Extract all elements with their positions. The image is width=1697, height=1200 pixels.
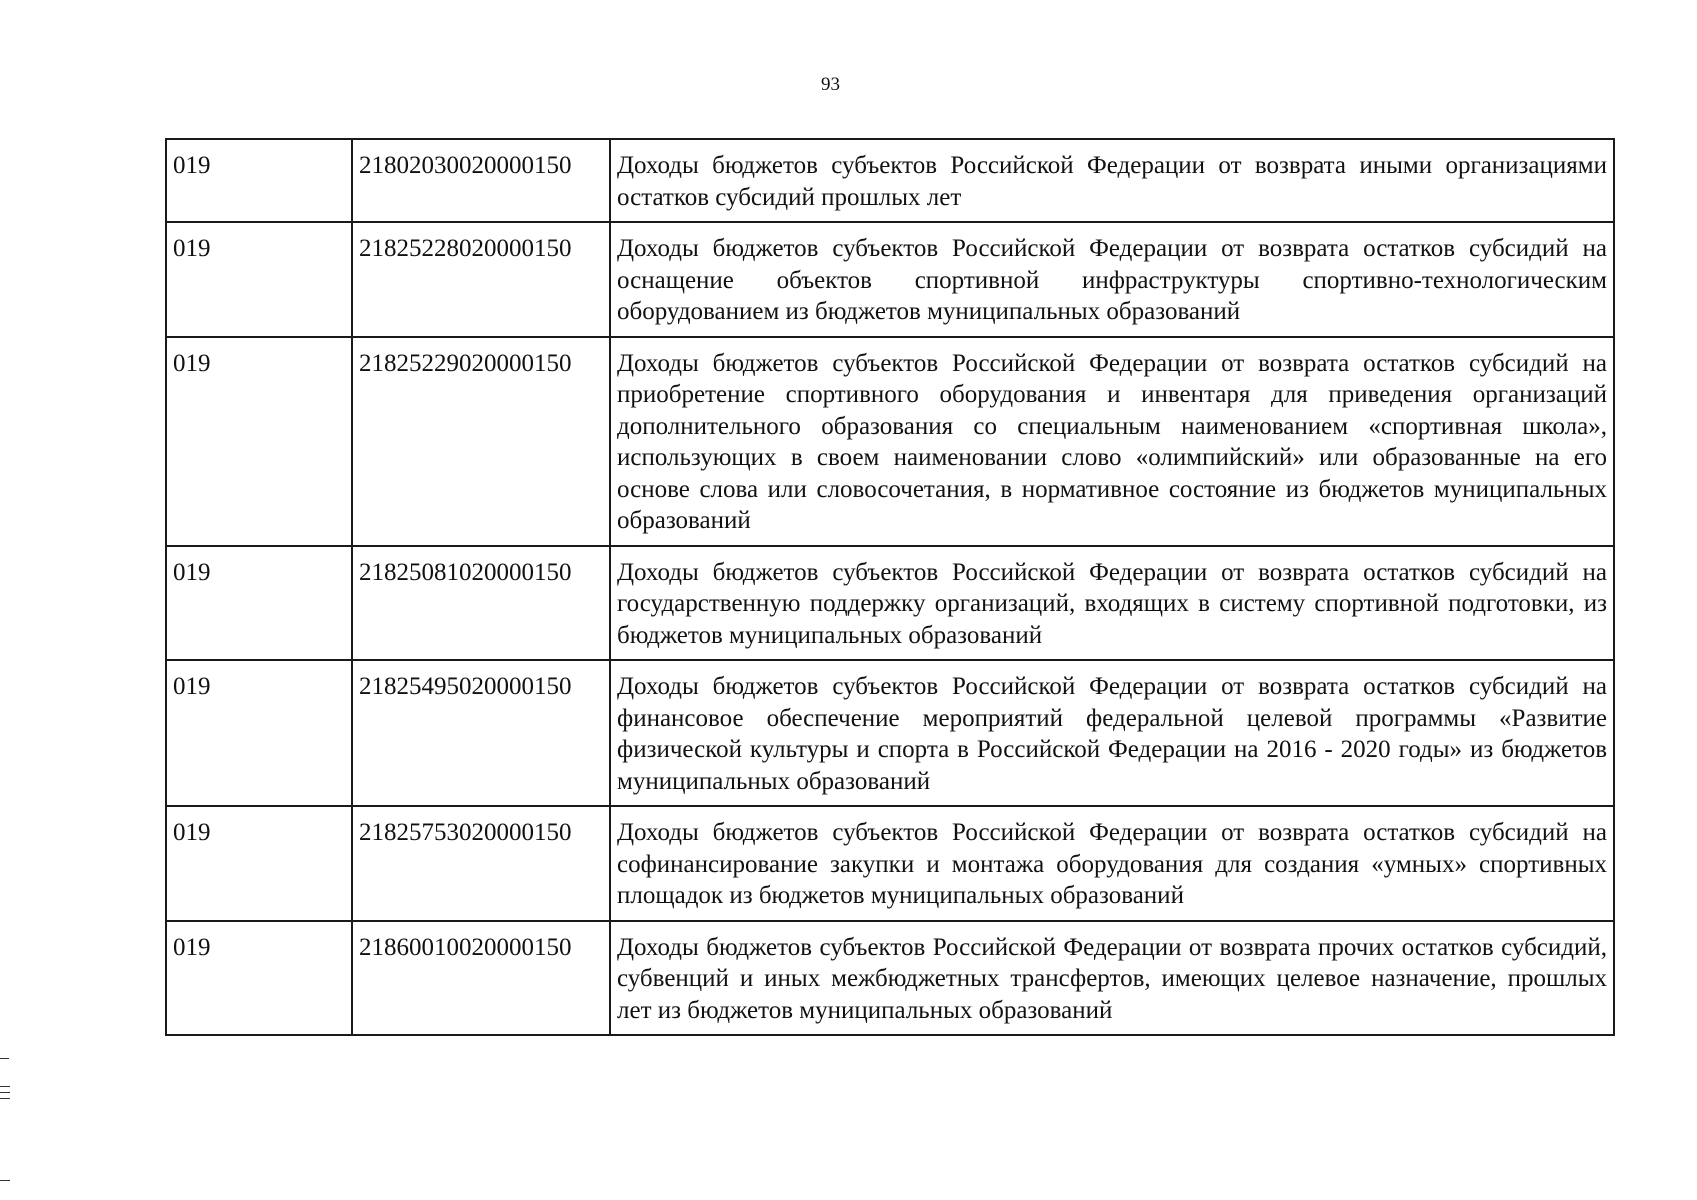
description-cell: Доходы бюджетов субъектов Российской Федерации от возврата остатков субсидий на приобретение спортивного оборудования и инвентаря для приведения организаций дополнительного образования со специальным наименованием «спортивная школа», использующих в своем наименовании слово «олимпийский» или образованные на его основе слова или словосочетания, в нормативное состояние из бюджетов муниципальных образований (610, 337, 1614, 546)
budget-code-cell: 21802030020000150 (352, 139, 610, 222)
admin-code-cell: 019 (166, 806, 352, 921)
table-row (166, 222, 1614, 337)
budget-code-cell: 21860010020000150 (352, 921, 610, 1036)
description-cell: Доходы бюджетов субъектов Российской Федерации от возврата остатков субсидий на государственную поддержку организаций, входящих в систему спортивной подготовки, из бюджетов муниципальных образований (610, 546, 1614, 661)
table-row (166, 546, 1614, 661)
page-number-text: 93 (821, 74, 840, 95)
table-row (166, 337, 1614, 546)
table-row (166, 139, 1614, 222)
budget-code-cell: 21825081020000150 (352, 546, 610, 661)
budget-code-cell: 21825229020000150 (352, 337, 610, 546)
page-number (44, 74, 1697, 96)
scan-artifact-mark (0, 1086, 10, 1087)
admin-code-cell: 019 (166, 546, 352, 661)
scan-artifact-mark (0, 1092, 10, 1093)
scan-artifact-mark (0, 1180, 10, 1181)
description-cell: Доходы бюджетов субъектов Российской Федерации от возврата остатков субсидий на софинансирование закупки и монтажа оборудования для создания «умных» спортивных площадок из бюджетов муниципальных образований (610, 806, 1614, 921)
admin-code-cell: 019 (166, 337, 352, 546)
scan-artifact-mark (0, 1098, 10, 1099)
admin-code-cell: 019 (166, 139, 352, 222)
admin-code-cell: 019 (166, 222, 352, 337)
description-cell: Доходы бюджетов субъектов Российской Федерации от возврата иными организациями остатков субсидий прошлых лет (610, 139, 1614, 222)
budget-code-cell: 21825495020000150 (352, 660, 610, 806)
table-row (166, 806, 1614, 921)
admin-code-cell: 019 (166, 921, 352, 1036)
budget-code-cell: 21825228020000150 (352, 222, 610, 337)
description-cell: Доходы бюджетов субъектов Российской Федерации от возврата остатков субсидий на финансовое обеспечение мероприятий федеральной целевой программы «Развитие физической культуры и спорта в Российской Федерации на 2016 - 2020 годы» из бюджетов муниципальных образований (610, 660, 1614, 806)
budget-codes-table (165, 138, 1615, 1036)
scan-artifact-mark (0, 1058, 9, 1059)
table-row (166, 921, 1614, 1036)
description-cell: Доходы бюджетов субъектов Российской Федерации от возврата прочих остатков субсидий, субвенций и иных межбюджетных трансфертов, имеющих целевое назначение, прошлых лет из бюджетов муниципальных образований (610, 921, 1614, 1036)
admin-code-cell: 019 (166, 660, 352, 806)
description-cell: Доходы бюджетов субъектов Российской Федерации от возврата остатков субсидий на оснащение объектов спортивной инфраструктуры спортивно-технологическим оборудованием из бюджетов муниципальных образований (610, 222, 1614, 337)
budget-code-cell: 21825753020000150 (352, 806, 610, 921)
table-row (166, 660, 1614, 806)
